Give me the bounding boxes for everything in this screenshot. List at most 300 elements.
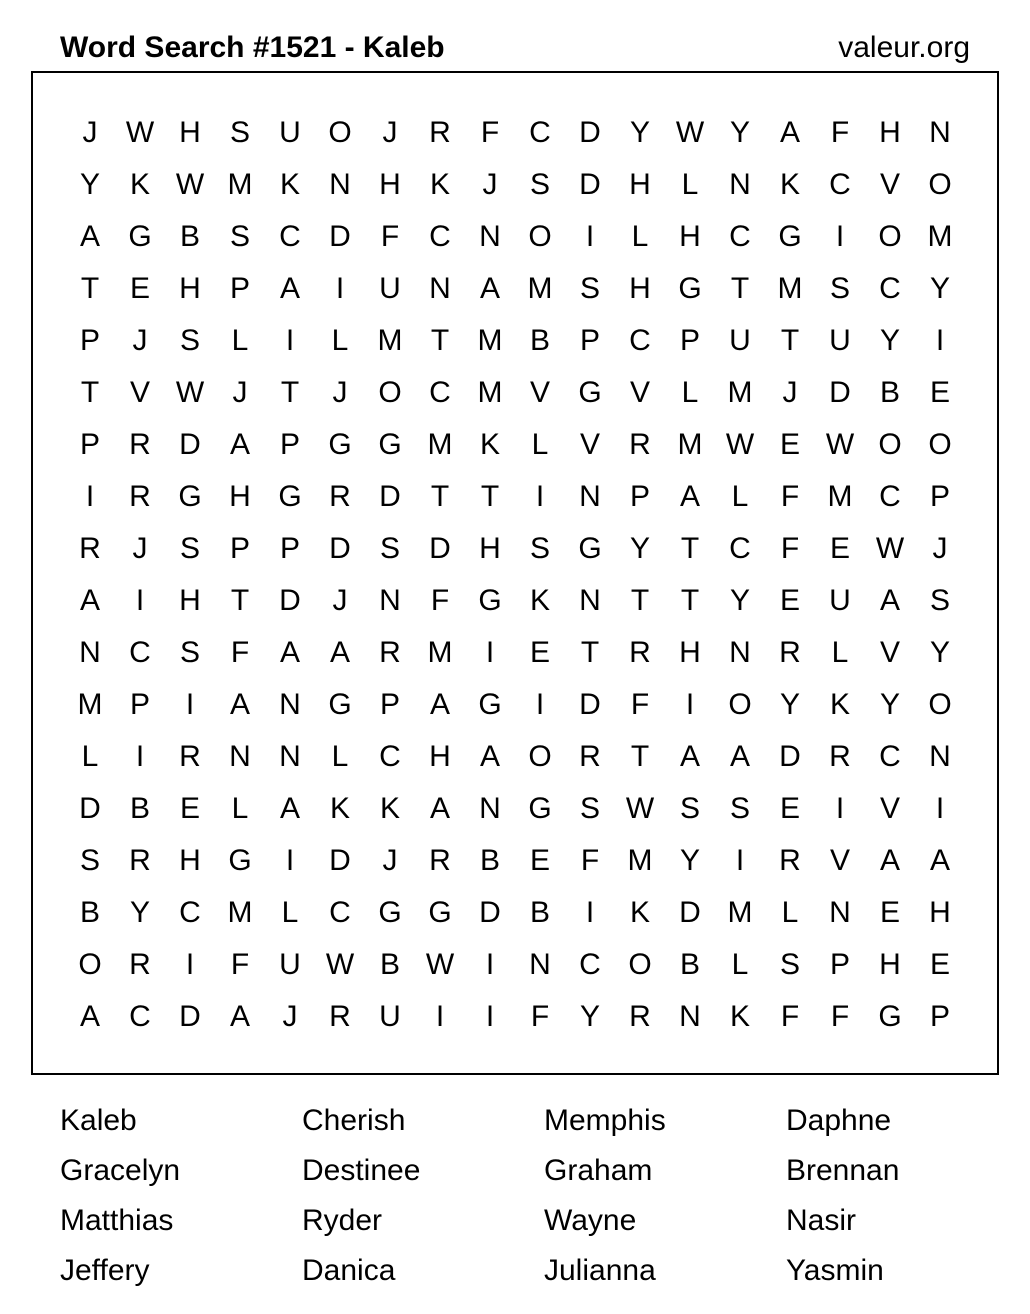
grid-cell[interactable]: F [780,1000,800,1033]
grid-cell[interactable]: A [429,792,450,825]
grid-cell[interactable]: S [529,168,550,201]
grid-cell[interactable]: N [729,168,751,201]
grid-cell[interactable]: K [279,168,300,201]
grid-cell[interactable]: B [179,220,200,253]
grid-cell[interactable]: H [629,168,651,201]
grid-cell[interactable]: P [929,480,950,513]
grid-cell[interactable]: I [435,1000,445,1033]
grid-cell[interactable]: J [132,324,148,357]
grid-cell[interactable]: J [132,532,148,565]
grid-cell[interactable]: J [382,116,398,149]
grid-cell[interactable]: O [878,428,902,461]
grid-cell[interactable]: P [279,428,300,461]
grid-cell[interactable]: C [329,896,351,929]
grid-cell[interactable]: G [478,584,502,617]
grid-cell[interactable]: Y [929,636,950,669]
grid-cell[interactable]: K [429,168,450,201]
grid-cell[interactable]: B [879,376,900,409]
grid-cell[interactable]: T [480,480,500,513]
grid-cell[interactable]: P [229,272,250,305]
grid-cell[interactable]: E [179,792,200,825]
grid-cell[interactable]: W [725,428,755,461]
grid-cell[interactable]: O [378,376,402,409]
grid-cell[interactable]: T [80,376,100,409]
grid-cell[interactable]: C [879,272,901,305]
grid-cell[interactable]: N [579,480,601,513]
grid-cell[interactable]: G [278,480,302,513]
grid-cell[interactable]: L [331,324,349,357]
grid-cell[interactable]: I [485,948,495,981]
grid-cell[interactable]: E [779,584,800,617]
grid-cell[interactable]: G [328,428,352,461]
grid-cell[interactable]: I [585,896,595,929]
grid-cell[interactable]: H [379,168,401,201]
grid-cell[interactable]: N [579,584,601,617]
grid-cell[interactable]: K [729,1000,750,1033]
grid-cell[interactable]: S [929,584,950,617]
grid-cell[interactable]: I [485,636,495,669]
grid-cell[interactable]: M [427,636,453,669]
grid-cell[interactable]: U [829,324,851,357]
grid-cell[interactable]: P [579,324,600,357]
grid-cell[interactable]: N [279,688,301,721]
grid-cell[interactable]: A [879,844,900,877]
grid-cell[interactable]: G [328,688,352,721]
grid-cell[interactable]: M [477,376,503,409]
grid-cell[interactable]: F [630,688,650,721]
grid-cell[interactable]: R [129,948,151,981]
grid-cell[interactable]: N [79,636,101,669]
grid-cell[interactable]: Y [679,844,700,877]
grid-cell[interactable]: R [129,428,151,461]
grid-cell[interactable]: D [479,896,501,929]
grid-cell[interactable]: I [185,948,195,981]
grid-cell[interactable]: T [780,324,800,357]
grid-cell[interactable]: G [478,688,502,721]
grid-cell[interactable]: O [528,220,552,253]
grid-cell[interactable]: R [79,532,101,565]
grid-cell[interactable]: F [230,636,250,669]
grid-cell[interactable]: A [229,428,250,461]
grid-cell[interactable]: O [878,220,902,253]
grid-cell[interactable]: Y [79,168,100,201]
grid-cell[interactable]: A [879,584,900,617]
grid-cell[interactable]: L [281,896,299,929]
grid-cell[interactable]: H [879,116,901,149]
grid-cell[interactable]: C [379,740,401,773]
grid-cell[interactable]: Y [729,584,750,617]
grid-cell[interactable]: L [681,376,699,409]
grid-cell[interactable]: L [631,220,649,253]
grid-cell[interactable]: J [332,584,348,617]
grid-cell[interactable]: B [529,324,550,357]
grid-cell[interactable]: N [329,168,351,201]
grid-cell[interactable]: L [731,948,749,981]
grid-cell[interactable]: I [285,844,295,877]
grid-cell[interactable]: P [129,688,150,721]
grid-cell[interactable]: G [528,792,552,825]
grid-cell[interactable]: S [529,532,550,565]
grid-cell[interactable]: O [928,168,952,201]
grid-cell[interactable]: E [879,896,900,929]
grid-cell[interactable]: S [79,844,100,877]
grid-cell[interactable]: F [830,1000,850,1033]
grid-cell[interactable]: T [580,636,600,669]
grid-cell[interactable]: K [479,428,500,461]
grid-cell[interactable]: E [529,844,550,877]
grid-cell[interactable]: V [129,376,150,409]
grid-cell[interactable]: H [429,740,451,773]
grid-cell[interactable]: T [680,532,700,565]
grid-cell[interactable]: C [129,1000,151,1033]
grid-cell[interactable]: V [829,844,850,877]
grid-cell[interactable]: I [335,272,345,305]
grid-cell[interactable]: I [535,688,545,721]
grid-cell[interactable]: A [479,740,500,773]
grid-cell[interactable]: H [629,272,651,305]
grid-cell[interactable]: R [129,480,151,513]
grid-cell[interactable]: I [685,688,695,721]
grid-cell[interactable]: B [79,896,100,929]
grid-cell[interactable]: E [779,428,800,461]
grid-cell[interactable]: Y [579,1000,600,1033]
grid-cell[interactable]: F [530,1000,550,1033]
grid-cell[interactable]: R [429,116,451,149]
grid-cell[interactable]: J [782,376,798,409]
grid-cell[interactable]: S [579,792,600,825]
grid-cell[interactable]: D [579,168,601,201]
grid-cell[interactable]: N [479,220,501,253]
grid-cell[interactable]: S [779,948,800,981]
grid-cell[interactable]: I [135,740,145,773]
grid-cell[interactable]: J [332,376,348,409]
grid-cell[interactable]: N [279,740,301,773]
grid-cell[interactable]: H [679,220,701,253]
grid-cell[interactable]: D [379,480,401,513]
grid-cell[interactable]: W [325,948,355,981]
grid-cell[interactable]: I [135,584,145,617]
grid-cell[interactable]: G [428,896,452,929]
grid-cell[interactable]: R [329,1000,351,1033]
grid-cell[interactable]: T [730,272,750,305]
grid-cell[interactable]: D [779,740,801,773]
grid-cell[interactable]: A [729,740,750,773]
grid-cell[interactable]: M [227,896,253,929]
grid-cell[interactable]: R [779,844,801,877]
grid-cell[interactable]: W [175,168,205,201]
grid-cell[interactable]: M [477,324,503,357]
grid-cell[interactable]: U [829,584,851,617]
grid-cell[interactable]: U [279,116,301,149]
grid-cell[interactable]: O [728,688,752,721]
grid-cell[interactable]: Y [929,272,950,305]
grid-cell[interactable]: C [879,740,901,773]
grid-cell[interactable]: K [629,896,650,929]
grid-cell[interactable]: E [929,948,950,981]
grid-cell[interactable]: S [379,532,400,565]
grid-cell[interactable]: P [679,324,700,357]
grid-cell[interactable]: W [825,428,855,461]
grid-cell[interactable]: A [279,792,300,825]
grid-cell[interactable]: H [179,844,201,877]
grid-cell[interactable]: O [928,688,952,721]
grid-cell[interactable]: M [527,272,553,305]
grid-cell[interactable]: S [179,636,200,669]
grid-cell[interactable]: P [629,480,650,513]
grid-cell[interactable]: Y [629,532,650,565]
grid-cell[interactable]: A [229,1000,250,1033]
grid-cell[interactable]: C [879,480,901,513]
grid-cell[interactable]: A [679,740,700,773]
grid-cell[interactable]: D [579,688,601,721]
grid-cell[interactable]: G [678,272,702,305]
grid-cell[interactable]: R [329,480,351,513]
grid-cell[interactable]: W [875,532,905,565]
grid-cell[interactable]: R [379,636,401,669]
grid-cell[interactable]: C [529,116,551,149]
grid-cell[interactable]: U [279,948,301,981]
grid-cell[interactable]: I [85,480,95,513]
grid-cell[interactable]: A [279,272,300,305]
grid-cell[interactable]: P [79,324,100,357]
grid-cell[interactable]: R [579,740,601,773]
grid-cell[interactable]: D [279,584,301,617]
grid-cell[interactable]: G [378,896,402,929]
grid-cell[interactable]: Y [779,688,800,721]
grid-cell[interactable]: W [425,948,455,981]
grid-cell[interactable]: R [629,636,651,669]
grid-cell[interactable]: O [78,948,102,981]
grid-cell[interactable]: P [929,1000,950,1033]
grid-cell[interactable]: I [735,844,745,877]
grid-cell[interactable]: E [929,376,950,409]
grid-cell[interactable]: J [482,168,498,201]
grid-cell[interactable]: H [479,532,501,565]
grid-cell[interactable]: L [231,792,249,825]
grid-cell[interactable]: B [129,792,150,825]
grid-cell[interactable]: G [228,844,252,877]
grid-cell[interactable]: L [731,480,749,513]
grid-cell[interactable]: N [229,740,251,773]
grid-cell[interactable]: S [179,324,200,357]
grid-cell[interactable]: L [781,896,799,929]
grid-cell[interactable]: V [879,636,900,669]
grid-cell[interactable]: J [282,1000,298,1033]
grid-cell[interactable]: K [829,688,850,721]
grid-cell[interactable]: C [429,220,451,253]
grid-cell[interactable]: H [179,584,201,617]
grid-cell[interactable]: L [531,428,549,461]
grid-cell[interactable]: N [929,740,951,773]
grid-cell[interactable]: D [829,376,851,409]
grid-cell[interactable]: R [629,428,651,461]
grid-cell[interactable]: F [430,584,450,617]
grid-cell[interactable]: J [932,532,948,565]
grid-cell[interactable]: S [679,792,700,825]
grid-cell[interactable]: G [178,480,202,513]
grid-cell[interactable]: C [729,532,751,565]
grid-cell[interactable]: D [179,428,201,461]
grid-cell[interactable]: M [727,376,753,409]
grid-cell[interactable]: D [329,532,351,565]
grid-cell[interactable]: R [129,844,151,877]
grid-cell[interactable]: M [427,428,453,461]
grid-cell[interactable]: M [677,428,703,461]
grid-cell[interactable]: Y [879,324,900,357]
grid-cell[interactable]: F [230,948,250,981]
grid-cell[interactable]: N [729,636,751,669]
grid-cell[interactable]: J [82,116,98,149]
grid-cell[interactable]: K [129,168,150,201]
grid-cell[interactable]: P [279,532,300,565]
grid-cell[interactable]: V [529,376,550,409]
grid-cell[interactable]: D [429,532,451,565]
grid-cell[interactable]: A [79,1000,100,1033]
grid-cell[interactable]: C [279,220,301,253]
grid-cell[interactable]: L [681,168,699,201]
grid-cell[interactable]: B [679,948,700,981]
grid-cell[interactable]: P [229,532,250,565]
grid-cell[interactable]: D [579,116,601,149]
grid-cell[interactable]: C [179,896,201,929]
grid-cell[interactable]: E [529,636,550,669]
grid-cell[interactable]: P [829,948,850,981]
grid-cell[interactable]: W [125,116,155,149]
grid-cell[interactable]: E [129,272,150,305]
grid-cell[interactable]: O [628,948,652,981]
grid-cell[interactable]: R [179,740,201,773]
grid-cell[interactable]: N [429,272,451,305]
grid-cell[interactable]: W [625,792,655,825]
grid-cell[interactable]: N [679,1000,701,1033]
grid-cell[interactable]: N [479,792,501,825]
grid-cell[interactable]: L [81,740,99,773]
grid-cell[interactable]: S [729,792,750,825]
grid-cell[interactable]: C [729,220,751,253]
grid-cell[interactable]: H [679,636,701,669]
grid-cell[interactable]: I [535,480,545,513]
grid-cell[interactable]: D [179,1000,201,1033]
grid-cell[interactable]: M [727,896,753,929]
grid-cell[interactable]: E [779,792,800,825]
grid-cell[interactable]: L [231,324,249,357]
grid-cell[interactable]: G [378,428,402,461]
grid-cell[interactable]: A [79,584,100,617]
grid-cell[interactable]: M [77,688,103,721]
grid-cell[interactable]: H [179,272,201,305]
grid-cell[interactable]: T [680,584,700,617]
grid-cell[interactable]: W [175,376,205,409]
grid-cell[interactable]: T [430,324,450,357]
grid-cell[interactable]: J [232,376,248,409]
grid-cell[interactable]: A [279,636,300,669]
grid-cell[interactable]: V [879,792,900,825]
grid-cell[interactable]: L [331,740,349,773]
grid-cell[interactable]: M [777,272,803,305]
grid-cell[interactable]: G [878,1000,902,1033]
grid-cell[interactable]: Y [629,116,650,149]
grid-cell[interactable]: I [835,220,845,253]
grid-cell[interactable]: B [479,844,500,877]
grid-cell[interactable]: T [280,376,300,409]
grid-cell[interactable]: C [579,948,601,981]
grid-cell[interactable]: S [179,532,200,565]
grid-cell[interactable]: N [829,896,851,929]
grid-cell[interactable]: B [379,948,400,981]
grid-cell[interactable]: A [79,220,100,253]
grid-cell[interactable]: M [377,324,403,357]
grid-cell[interactable]: A [779,116,800,149]
grid-cell[interactable]: I [185,688,195,721]
grid-cell[interactable]: G [778,220,802,253]
grid-cell[interactable]: G [578,532,602,565]
grid-cell[interactable]: N [529,948,551,981]
grid-cell[interactable]: I [585,220,595,253]
grid-cell[interactable]: F [780,480,800,513]
grid-cell[interactable]: G [578,376,602,409]
grid-cell[interactable]: K [779,168,800,201]
grid-cell[interactable]: Y [729,116,750,149]
grid-cell[interactable]: F [480,116,500,149]
grid-cell[interactable]: O [928,428,952,461]
grid-cell[interactable]: A [329,636,350,669]
grid-cell[interactable]: A [479,272,500,305]
grid-cell[interactable]: V [629,376,650,409]
grid-cell[interactable]: S [229,220,250,253]
grid-cell[interactable]: P [379,688,400,721]
grid-cell[interactable]: H [879,948,901,981]
grid-cell[interactable]: V [879,168,900,201]
grid-cell[interactable]: D [679,896,701,929]
grid-cell[interactable]: R [429,844,451,877]
grid-cell[interactable]: R [629,1000,651,1033]
grid-cell[interactable]: I [835,792,845,825]
grid-cell[interactable]: N [929,116,951,149]
grid-cell[interactable]: C [629,324,651,357]
grid-cell[interactable]: A [929,844,950,877]
grid-cell[interactable]: T [80,272,100,305]
grid-cell[interactable]: B [529,896,550,929]
grid-cell[interactable]: M [927,220,953,253]
grid-cell[interactable]: V [579,428,600,461]
grid-cell[interactable]: H [179,116,201,149]
grid-cell[interactable]: K [529,584,550,617]
grid-cell[interactable]: I [935,324,945,357]
grid-cell[interactable]: E [829,532,850,565]
grid-cell[interactable]: N [379,584,401,617]
grid-cell[interactable]: I [285,324,295,357]
grid-cell[interactable]: K [329,792,350,825]
grid-cell[interactable]: D [79,792,101,825]
grid-cell[interactable]: F [830,116,850,149]
grid-cell[interactable]: Y [129,896,150,929]
grid-cell[interactable]: Y [879,688,900,721]
grid-cell[interactable]: S [229,116,250,149]
grid-cell[interactable]: I [485,1000,495,1033]
grid-cell[interactable]: U [729,324,751,357]
grid-cell[interactable]: W [675,116,705,149]
grid-cell[interactable]: D [329,844,351,877]
grid-cell[interactable]: T [430,480,450,513]
grid-cell[interactable]: D [329,220,351,253]
grid-cell[interactable]: F [380,220,400,253]
grid-cell[interactable]: U [379,1000,401,1033]
grid-cell[interactable]: I [935,792,945,825]
grid-cell[interactable]: R [829,740,851,773]
grid-cell[interactable]: S [829,272,850,305]
grid-cell[interactable]: A [429,688,450,721]
grid-cell[interactable]: F [580,844,600,877]
